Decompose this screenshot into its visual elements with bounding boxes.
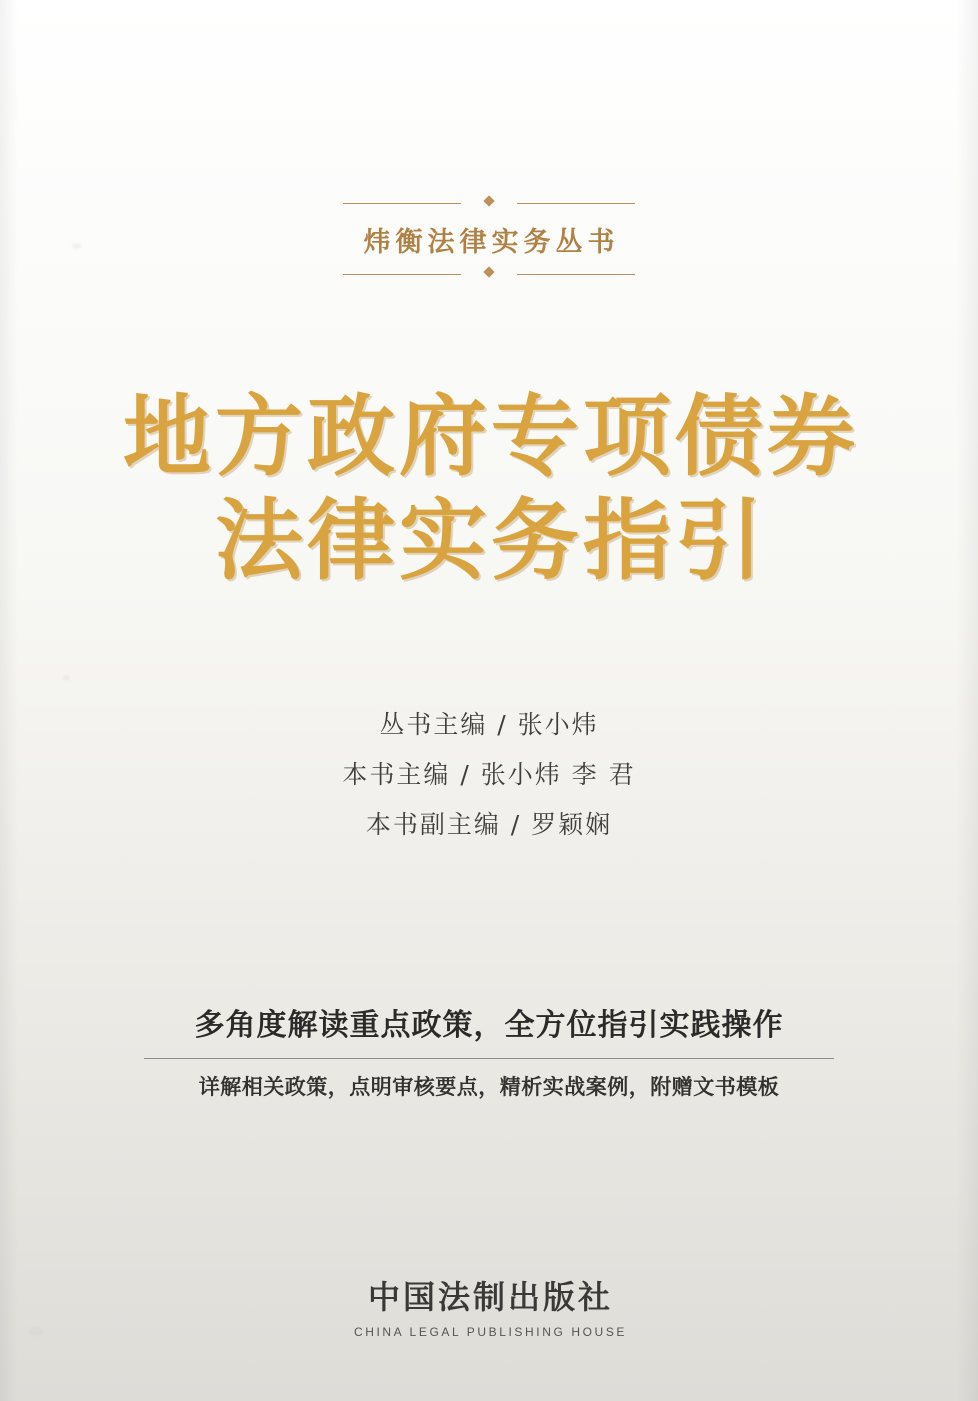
divider-line-right xyxy=(517,274,635,275)
series-divider-top xyxy=(343,196,635,210)
series-title: 炜衡法律实务丛书 xyxy=(363,227,620,258)
divider-line-left xyxy=(343,274,461,275)
publisher-name-chinese: 中国法制出版社 xyxy=(367,1278,613,1316)
series-editor-line: 丛书主编 / 张小炜 xyxy=(379,710,599,739)
diamond-ornament-icon xyxy=(483,195,494,206)
book-associate-editor-line: 本书副主编 / 罗颖娴 xyxy=(365,810,613,839)
tagline-block xyxy=(0,1000,978,1101)
book-title-line-1: 地方政府专项债券 xyxy=(122,385,859,488)
diamond-ornament-icon xyxy=(483,266,494,277)
tagline-sub: 详解相关政策，点明审核要点，精析实战案例，附赠文书模板 xyxy=(198,1075,780,1099)
book-title xyxy=(0,385,978,593)
paper-blemish xyxy=(63,675,70,680)
book-title-line-2: 法律实务指引 xyxy=(214,489,767,592)
credits-block xyxy=(0,700,978,850)
series-divider-bottom xyxy=(343,267,635,281)
series-banner xyxy=(0,196,978,281)
divider-line-right xyxy=(517,203,635,204)
tagline-main: 多角度解读重点政策，全方位指引实践操作 xyxy=(194,1008,784,1043)
publisher-name-english: CHINA LEGAL PUBLISHING HOUSE xyxy=(353,1325,628,1339)
tagline-divider xyxy=(144,1058,834,1059)
book-editor-line: 本书主编 / 张小炜 李 君 xyxy=(342,760,636,789)
divider-line-left xyxy=(343,203,461,204)
publisher-block xyxy=(0,1272,978,1339)
